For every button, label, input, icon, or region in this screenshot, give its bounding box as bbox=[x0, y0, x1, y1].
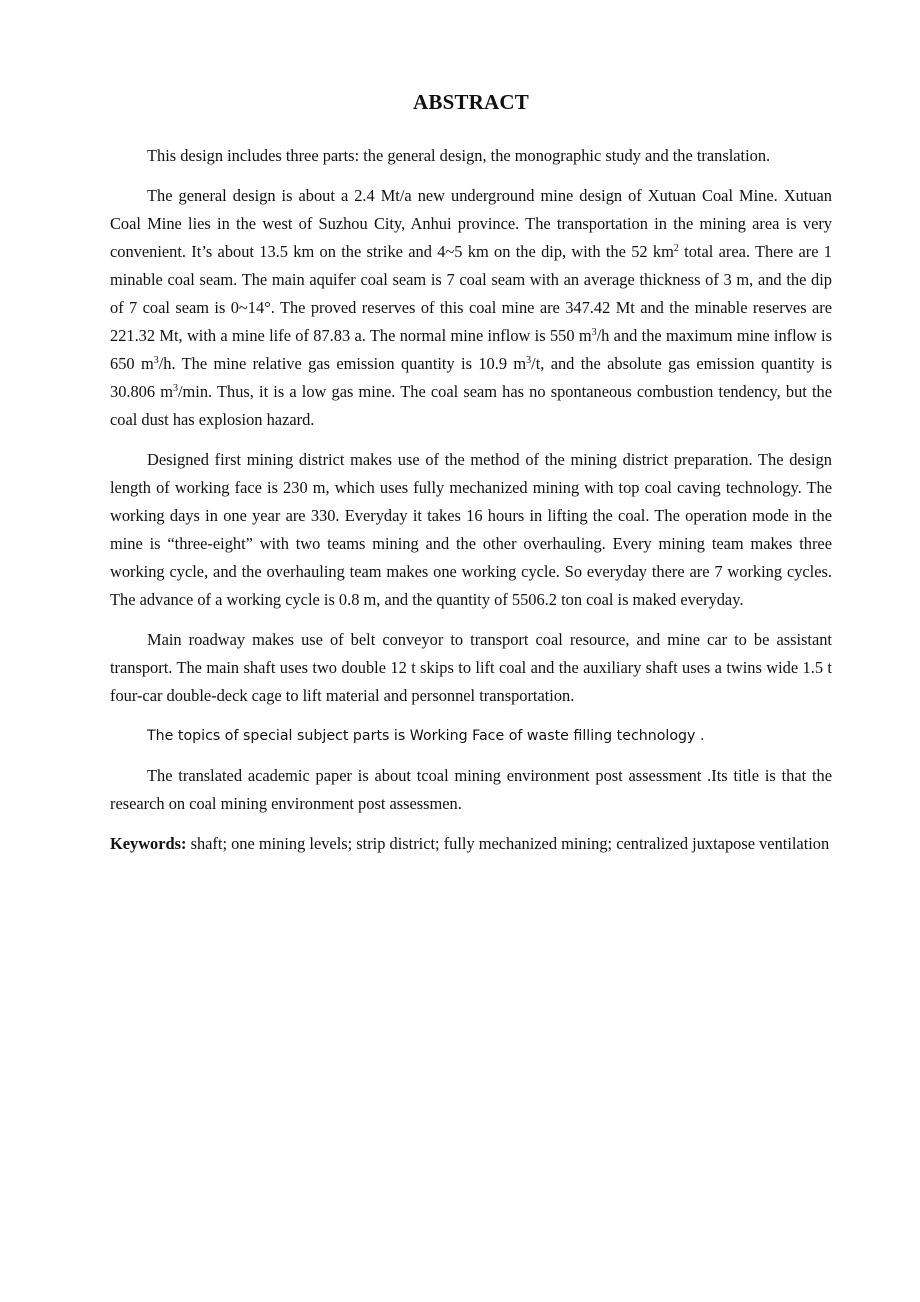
paragraph-special-subject: The topics of special subject parts is Working Face of waste filling technology . bbox=[147, 728, 705, 744]
superscript: 2 bbox=[673, 243, 679, 254]
text-segment: total area. There are 1 minable coal seam. The main aquifer coal seam is 7 coal seam with an average thickness of 3 m, and the dip of 7 coal seam is 0~14°. The proved reserves of this coal mine are 347.42 Mt and the minable reserves are 221.32 Mt, with a mine life of 87.83 a. The normal mine inflow is 550 m bbox=[110, 242, 833, 345]
paragraph-general-design bbox=[110, 182, 832, 434]
text-segment: /h. The mine relative gas emission quantity is 10.9 m bbox=[158, 354, 527, 373]
text-segment: The general design is about a 2.4 Mt/a new underground mine design of Xutuan Coal Mine. Xutuan Coal Mine lies in the west of Suzhou City, Anhui province. The transportation in the mining area is very convenient. It’s about 13.5 km on the strike and 4~5 km on the dip, with the 52 km bbox=[110, 186, 832, 261]
superscript: 3 bbox=[526, 355, 532, 366]
superscript: 3 bbox=[591, 327, 597, 338]
text-segment: /min. Thus, it is a low gas mine. The coal seam has no spontaneous combustion tendency, but the coal dust has explosion hazard. bbox=[110, 382, 832, 429]
paragraph-transport: Main roadway makes use of belt conveyor to transport coal resource, and mine car to be assistant transport. The main shaft uses two double 12 t skips to lift coal and the auxiliary shaft uses a twins wide 1.5 t four-car double-deck cage to lift material and personnel transportation. bbox=[110, 630, 832, 705]
text-segment: /t, and the absolute gas emission quantity is 30.806 m bbox=[110, 354, 832, 401]
abstract-body bbox=[110, 88, 832, 858]
keywords-label: Keywords: bbox=[110, 834, 187, 853]
superscript: 3 bbox=[153, 355, 159, 366]
paragraph-translation: The translated academic paper is about tcoal mining environment post assessment .Its title is that the research on coal mining environment post assessmen. bbox=[110, 766, 832, 813]
superscript: 3 bbox=[172, 383, 178, 394]
keywords-text: shaft; one mining levels; strip district; fully mechanized mining; centralized juxtapose ventilation bbox=[186, 834, 830, 853]
keywords-line bbox=[110, 830, 832, 858]
abstract-title: ABSTRACT bbox=[413, 90, 529, 114]
text-segment: /h and the maximum mine inflow is 650 m bbox=[110, 326, 832, 373]
paragraph-overview: This design includes three parts: the general design, the monographic study and the translation. bbox=[147, 146, 771, 165]
paragraph-mining-district: Designed first mining district makes use of the method of the mining district preparation. The design length of working face is 230 m, which uses fully mechanized mining with top coal caving technology. The working days in one year are 330. Everyday it takes 16 hours in lifting the coal. The operation mode in the mine is “three-eight” with two teams mining and the other overhauling. Every mining team makes three working cycle, and the overhauling team makes one working cycle. So everyday there are 7 working cycles. The advance of a working cycle is 0.8 m, and the quantity of 5506.2 ton coal is maked everyday. bbox=[110, 450, 832, 609]
